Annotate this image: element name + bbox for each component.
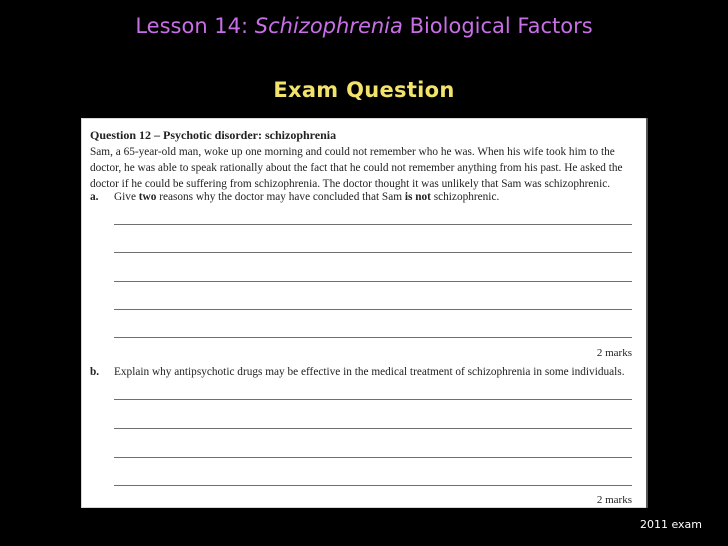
part-b-marks: 2 marks: [596, 494, 632, 506]
answer-line[interactable]: [114, 457, 632, 458]
part-a-text-3: schizophrenic.: [430, 191, 500, 203]
question-heading: Question 12 – Psychotic disorder: schizophrenia: [90, 128, 337, 142]
answer-line[interactable]: [114, 399, 632, 400]
part-a-bold-1: two: [138, 191, 157, 203]
slide-title: [0, 14, 728, 38]
title-suffix: Biological Factors: [402, 14, 593, 38]
part-a-letter: a.: [90, 191, 99, 203]
answer-line[interactable]: [114, 224, 632, 225]
slide-footer: 2011 exam: [639, 518, 702, 531]
title-emphasis: Schizophrenia: [254, 14, 403, 38]
answer-line[interactable]: [114, 281, 632, 282]
title-prefix: Lesson 14:: [135, 14, 255, 38]
answer-line[interactable]: [114, 337, 632, 338]
paper-edge: [646, 118, 648, 508]
slide-subtitle: Exam Question: [273, 78, 455, 102]
part-a-text-2: reasons why the doctor may have concluded that Sam: [156, 191, 405, 203]
question-stem: Sam, a 65-year-old man, woke up one morning and could not remember who he was. When his wife took him to the doctor, he was able to speak rationally about the fact that he could not remember anything from his past. He asked the doctor if he could be suffering from schizophrenia. The doctor thought it was unlikely that Sam was schizophrenic.: [90, 146, 623, 190]
answer-line[interactable]: [114, 485, 632, 486]
answer-line[interactable]: [114, 309, 632, 310]
part-a-bold-2: is not: [404, 191, 431, 203]
part-a-text: [114, 191, 499, 203]
part-b-text: Explain why antipsychotic drugs may be effective in the medical treatment of schizophrenia in some individuals.: [114, 366, 625, 378]
part-a-marks: 2 marks: [596, 347, 632, 359]
answer-line[interactable]: [114, 428, 632, 429]
answer-line[interactable]: [114, 252, 632, 253]
part-a-text-1: Give: [114, 191, 139, 203]
part-b-letter: b.: [90, 366, 100, 378]
exam-question-image: [81, 118, 648, 508]
